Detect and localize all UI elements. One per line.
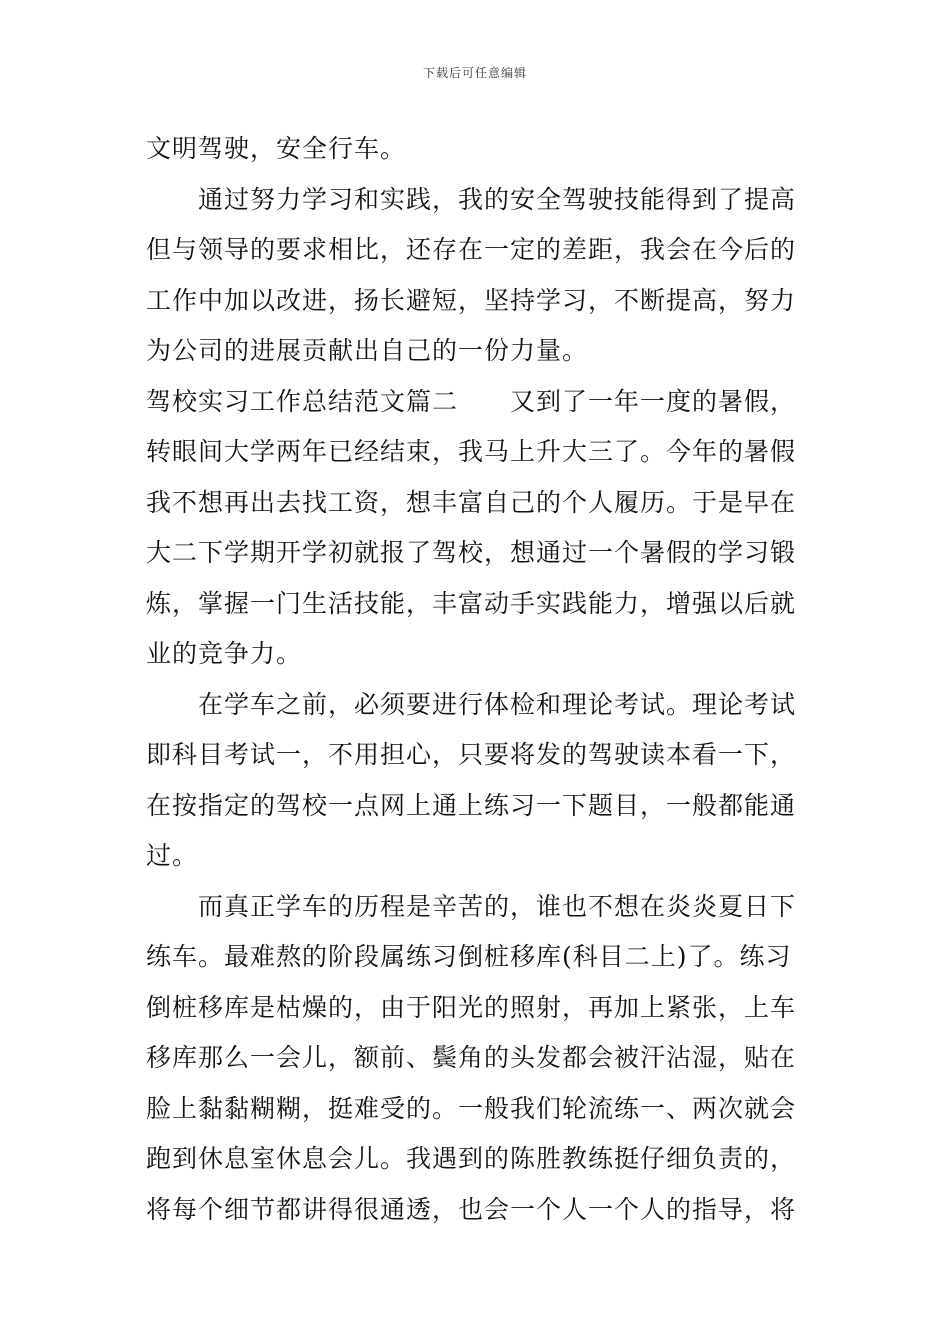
text-line: 文明驾驶，安全行车。	[146, 134, 407, 163]
text-line: 业的竞争力。	[146, 639, 303, 668]
text-line: 转眼间大学两年已经结束，我马上升大三了。今年的暑假	[146, 437, 797, 466]
text-line: 将每个细节都讲得很通透，也会一个人一个人的指导，将	[146, 1194, 797, 1224]
text-line: 即科目考试一，不用担心，只要将发的驾驶读本看一下，	[146, 740, 797, 769]
text-line: 过。	[146, 841, 199, 870]
text-line: 倒桩移库是枯燥的，由于阳光的照射，再加上紧张，上车	[146, 992, 797, 1022]
text-line: 炼，掌握一门生活技能，丰富动手实践能力，增强以后就	[146, 588, 797, 618]
text-line: 移库那么一会儿，额前、鬓角的头发都会被汗沾湿，贴在	[146, 1043, 797, 1072]
page-header: 下载后可任意编辑	[422, 66, 527, 80]
text-line: 为公司的进展贡献出自己的一份力量。	[146, 336, 589, 365]
text-line: 我不想再出去找工资，想丰富自己的个人履历。于是早在	[146, 487, 797, 517]
text-line: 跑到休息室休息会儿。我遇到的陈胜教练挺仔细负责的，	[146, 1144, 797, 1173]
text-line: 在学车之前，必须要进行体检和理论考试。理论考试	[198, 689, 797, 719]
text-line: 在按指定的驾校一点网上通上练习一下题目，一般都能通	[146, 790, 797, 820]
section-title: 驾校实习工作总结范文篇二	[146, 386, 459, 416]
text-line: 大二下学期开学初就报了驾校，想通过一个暑假的学习锻	[146, 538, 797, 567]
section-title-line	[146, 377, 808, 428]
text-line: 而真正学车的历程是辛苦的，谁也不想在炎炎夏日下	[198, 891, 797, 921]
text-line: 又到了一年一度的暑假，	[510, 386, 797, 416]
document-body	[146, 124, 808, 1235]
text-line: 通过努力学习和实践，我的安全驾驶技能得到了提高	[198, 184, 797, 214]
text-line: 工作中加以改进，扬长避短，坚持学习，不断提高，努力	[146, 285, 797, 315]
text-line: 练车。最难熬的阶段属练习倒桩移库(科目二上)了。练习	[146, 942, 792, 971]
text-line: 但与领导的要求相比，还存在一定的差距，我会在今后的	[146, 235, 797, 264]
text-line: 脸上黏黏糊糊，挺难受的。一般我们轮流练一、两次就会	[146, 1093, 797, 1123]
